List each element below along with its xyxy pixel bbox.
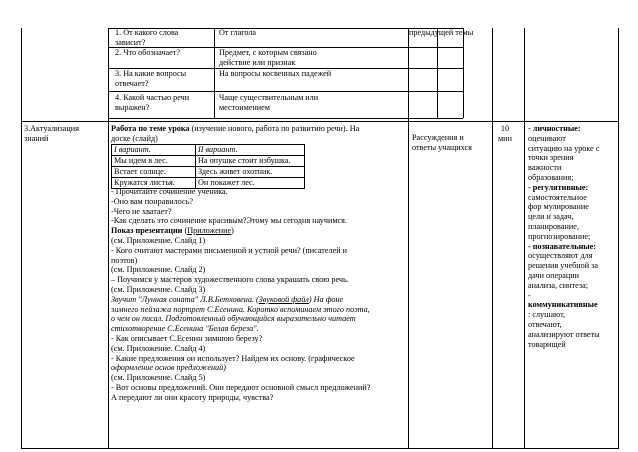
uud-line: образования;: [528, 172, 574, 182]
answer-2: Предмет, с которым связано действие или признак: [219, 48, 317, 67]
uud-line: - личностные:: [528, 124, 581, 133]
variant-cell: Здесь живет охотник.: [196, 167, 305, 178]
lesson-text: - Прочитайте сочинение ученика. -Оно вам понравилось? -Чего не хватает? -Как сделать это сочинение красивым?Этому мы сегодня научимся. Показ презентации (Приложение) (см. Приложение. Слайд 1) - Кого считают мастерами письменной и устной речи? (писателей и поэтов) (см. Приложение. Слайд 2) – Поучимся у мастеров художественного слова украшать свою речь. (см. Приложение. Слайд 3) Звучит "Лунная соната" Л.В.Бетховена. (Звуковой файл) На фоне зимнего пейзажа портрет С.Есенина. Коротко вспоминаем этого поэта, о чем он писал. Подготовленный обучающийся выразительно читает стихотворение С.Есенина "Белая береза". - Как описывает С.Есенин зимнюю березу? (см. Приложение. Слайд 4) - Какие предложения он использует? Найдем их основу. (графическое оформление основ предложений) (см. Приложение. Слайд 5) - Вот основы предложений. Они передают основной смысл предложений? А передают ли они красоту природы, чувства?: [111, 187, 371, 402]
uud-line: анализируют ответы: [528, 329, 600, 339]
variant-cell: Он покажет лес.: [196, 178, 305, 189]
uud-list: [528, 124, 600, 349]
stage-name: 3.Актуализация знаний: [24, 124, 79, 143]
uud-line: - познавательные:: [528, 241, 597, 251]
uud-line: прогнозирование;: [528, 231, 591, 241]
uud-line: -: [528, 290, 531, 300]
variant-2-header: II вариант.: [196, 145, 305, 156]
uud-line: планирование,: [528, 221, 579, 231]
question-3: 3. На какие вопросы отвечает?: [115, 69, 187, 88]
uud-line: ситуацию на уроке с: [528, 143, 600, 153]
uud-line: фор мулирование: [528, 202, 589, 212]
uud-line: анализа, синтеза;: [528, 280, 589, 290]
uud-line: самостоятельное: [528, 192, 587, 202]
variant-cell: Встает солнце.: [112, 167, 196, 178]
uud-line: решения учебной за: [528, 261, 599, 271]
time-cell: 10 мин: [498, 124, 512, 143]
appendix-link[interactable]: Приложение: [187, 226, 232, 236]
uud-line: товарищей: [528, 339, 566, 349]
uud-line: отвечают,: [528, 319, 562, 329]
uud-line: важности: [528, 163, 562, 173]
uud-line: цели и задач,: [528, 212, 574, 222]
lesson-content: Работа по теме урока (изучение нового, работа по развитию речи). На доске (слайд): [111, 124, 360, 143]
variant-cell: На опушке стоит избушка.: [196, 156, 305, 167]
uud-line: оценивают: [528, 133, 566, 143]
variant-cell: Кружатся листья.: [112, 178, 196, 189]
answer-3: На вопросы косвенных падежей: [219, 69, 332, 78]
uud-line: коммуникативные: [528, 300, 598, 310]
variant-cell: Мы идем в лес.: [112, 156, 196, 167]
uud-line: : слушают,: [528, 310, 566, 320]
uud-line: точки зрения: [528, 153, 574, 163]
question-4: 4. Какой частью речи выражен?: [115, 93, 190, 112]
student-activity: Рассуждения и ответы учащихся: [412, 133, 472, 152]
variant-1-header: I вариант.: [112, 145, 196, 156]
answer-4: Чаще существительным или местоимением: [219, 93, 319, 112]
answer-1: От глагола: [219, 28, 257, 37]
uud-line: дачи операции: [528, 270, 579, 280]
sound-file-link[interactable]: Звуковой файл: [258, 294, 309, 304]
question-2: 2. Что обозначает?: [115, 48, 180, 57]
question-1: 1. От какого слова зависит?: [115, 28, 179, 47]
variants-table: [111, 144, 305, 189]
uud-line: осуществляют для: [528, 251, 593, 261]
uud-line: - регулятивные:: [528, 182, 589, 192]
prev-topic-text: предыдущей темы: [409, 28, 474, 37]
